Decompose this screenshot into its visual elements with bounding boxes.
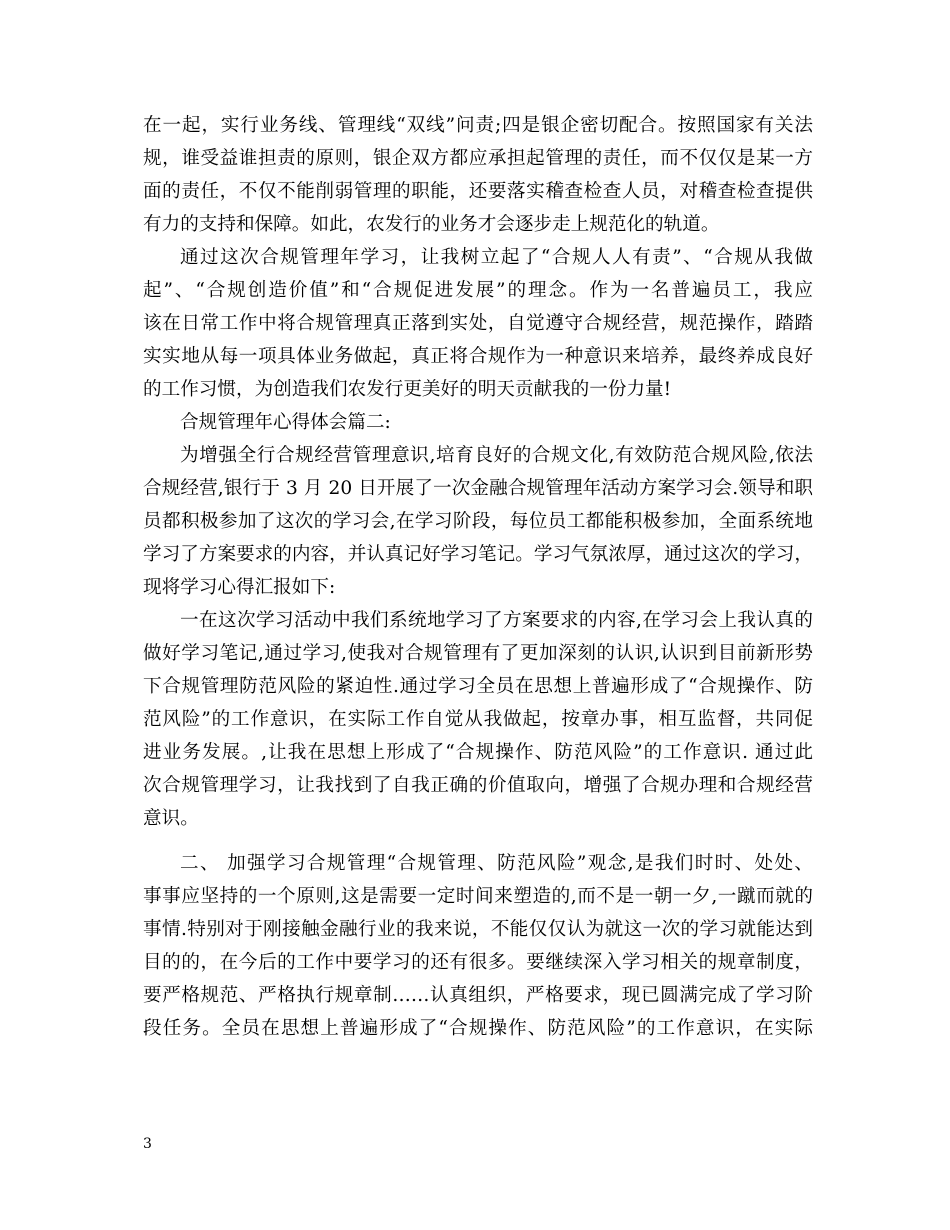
- section-heading: 合规管理年心得体会篇二:: [180, 412, 391, 433]
- text-line: 下合规管理防范风险的紧迫性.通过学习全员在思想上普遍形成了“合规操作、防: [143, 676, 813, 697]
- text-line: 次合规管理学习，让我找到了自我正确的价值取向，增强了合规办理和合规经营: [143, 775, 813, 796]
- text-line: 该在日常工作中将合规管理真正落到实处，自觉遵守合规经营，规范操作，踏踏: [143, 313, 813, 334]
- text-line: 进业务发展。,让我在思想上形成了“合规操作、防范风险”的工作意识. 通过此: [143, 742, 813, 763]
- text-line: 段任务。全员在思想上普遍形成了“合规操作、防范风险”的工作意识，在实际: [143, 1018, 813, 1039]
- text-line: 二、 加强学习合规管理“合规管理、防范风险”观念,是我们时时、处处、: [180, 853, 813, 874]
- text-line: 实实地从每一项具体业务做起，真正将合规作为一种意识来培养，最终养成良好: [143, 346, 813, 367]
- text-line: 意识。: [143, 808, 199, 829]
- text-line: 范风险”的工作意识，在实际工作自觉从我做起，按章办事，相互监督，共同促: [143, 709, 813, 730]
- text-line: 面的责任，不仅不能削弱管理的职能，还要落实稽查检查人员，对稽查检查提供: [143, 181, 813, 202]
- text-line: 有力的支持和保障。如此，农发行的业务才会逐步走上规范化的轨道。: [143, 214, 720, 235]
- text-line: 合规经营,银行于 3 月 20 日开展了一次金融合规管理年活动方案学习会.领导和职: [143, 478, 813, 499]
- text-line: 事情.特别对于刚接触金融行业的我来说，不能仅仅认为就这一次的学习就能达到: [143, 919, 813, 940]
- text-line: 事事应坚持的一个原则,这是需要一定时间来塑造的,而不是一朝一夕,一蹴而就的: [143, 886, 813, 907]
- text-line: 现将学习心得汇报如下:: [143, 577, 336, 598]
- text-line: 员都积极参加了这次的学习会,在学习阶段，每位员工都能积极参加，全面系统地: [143, 511, 813, 532]
- text-line: 目的的，在今后的工作中要学习的还有很多。要继续深入学习相关的规章制度，: [143, 952, 813, 973]
- text-line: 做好学习笔记,通过学习,使我对合规管理有了更加深刻的认识,认识到目前新形势: [143, 643, 813, 664]
- page-number: 3: [143, 1136, 152, 1152]
- text-line: 为增强全行合规经营管理意识,培育良好的合规文化,有效防范合规风险,依法: [180, 445, 813, 466]
- text-line: 的工作习惯，为创造我们农发行更美好的明天贡献我的一份力量!: [143, 379, 672, 400]
- text-line: 在一起，实行业务线、管理线“双线”问责;四是银企密切配合。按照国家有关法: [143, 115, 813, 136]
- text-line: 学习了方案要求的内容，并认真记好学习笔记。学习气氛浓厚，通过这次的学习，: [143, 544, 813, 565]
- text-line: 一在这次学习活动中我们系统地学习了方案要求的内容,在学习会上我认真的: [180, 610, 813, 631]
- text-line: 通过这次合规管理年学习，让我树立起了“合规人人有责”、“合规从我做: [180, 247, 813, 268]
- text-line: 起”、“合规创造价值”和“合规促进发展”的理念。作为一名普遍员工，我应: [143, 280, 813, 301]
- text-line: 规，谁受益谁担责的原则，银企双方都应承担起管理的责任，而不仅仅是某一方: [143, 148, 813, 169]
- text-line: 要严格规范、严格执行规章制……认真组织，严格要求，现已圆满完成了学习阶: [143, 985, 813, 1006]
